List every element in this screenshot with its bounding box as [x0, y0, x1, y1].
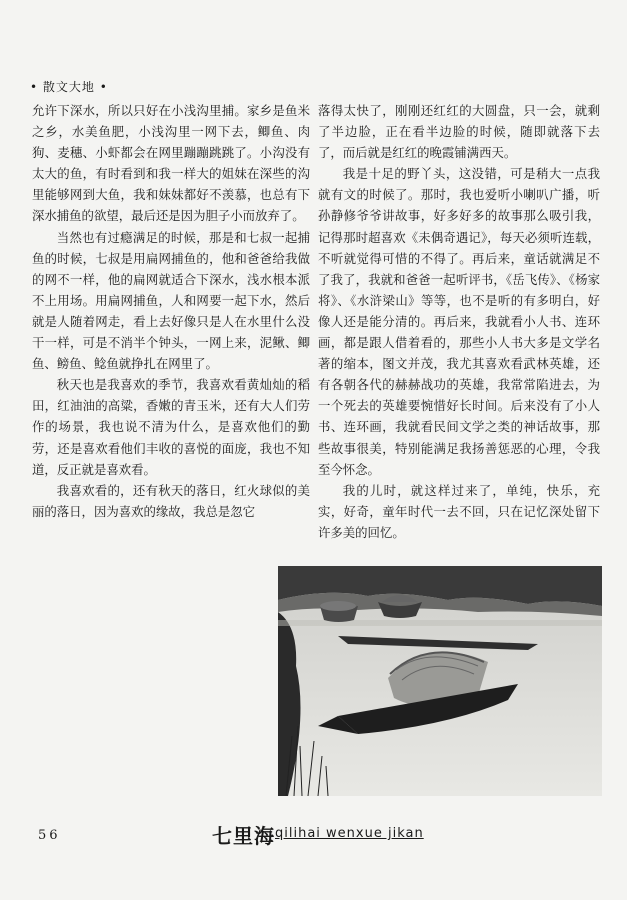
left-column	[32, 100, 310, 522]
paragraph: 落得太快了，刚刚还红红的大圆盘，只一会，就剩了半边脸，正在看半边脸的时候，随即就落下去了，而后就是红红的晚霞铺满西天。	[318, 103, 600, 161]
section-tag: • 散文大地 •	[30, 80, 108, 94]
paragraph: 我的儿时，就这样过来了，单纯，快乐，充实，好奇，童年时代一去不回，只在记忆深处留下许多美的回忆。	[318, 482, 600, 540]
boats-photo-image	[278, 566, 602, 796]
paragraph: 我喜欢看的，还有秋天的落日，红火球似的美丽的落日，因为喜欢的缘故，我总是忽它	[32, 482, 310, 519]
boats-photo	[278, 566, 602, 796]
paragraph: 我是十足的野丫头，这没错，可是稍大一点我就有文的时候了。那时，我也爱听小喇叭广播，听孙静修爷爷讲故事，好多好多的故事那么吸引我，记得那时超喜欢《未偶奇遇记》，每天必须听连载，不听就觉得可惜的不得了。再后来，童话就满足不了我了，我就和爸爸一起听评书，《岳飞传》、《杨家将》、《水浒梁山》等等，也不是听的有多明白，好像人还是能分清的。再后来，我就看小人书、连环画，都是跟人借着看的，那些小人书大多是文学名著的缩本，图文并茂，我尤其喜欢看武林英雄，还有各朝各代的赫赫战功的英雄，我常常陷进去，为一个死去的英雄要惋惜好长时间。后来没有了小人书、连环画，我就看民间文学之类的神话故事，那些故事很美，特别能满足我扬善惩恶的心理，令我至今怀念。	[318, 166, 600, 477]
right-column	[318, 100, 600, 543]
paragraph: 秋天也是我喜欢的季节，我喜欢看黄灿灿的稻田，红油油的高粱，香嫩的青玉米，还有大人们劳作的场景，我也说不清为什么，是喜欢他们的勤劳，还是喜欢看他们丰收的喜悦的面庞，我也不知道，反正就是喜欢看。	[32, 377, 310, 477]
page-number: 56	[38, 828, 61, 843]
paragraph: 当然也有过瘾满足的时候，那是和七叔一起捕鱼的时候，七叔是用扁网捕鱼的，他和爸爸给我做的网不一样，他的扁网就适合下深水，浅水根本派不上用场。用扁网捕鱼，人和网要一起下水，然后就是人随着网走，看上去好像只是人在水里什么没干一样，可是不消半个钟头，一网上来，泥鳅、鲫鱼、鳑鱼、鲶鱼就挣扎在网里了。	[32, 229, 310, 372]
paragraph: 允许下深水，所以只好在小浅沟里捕。家乡是鱼米之乡，水美鱼肥，小浅沟里一网下去，鲫鱼、肉狗、麦穗、小虾都会在网里蹦蹦跳跳了。小沟没有太大的鱼，有时看到和我一样大的姐妹在深些的沟里能够网到大鱼，我和妹妹都好不羡慕，也总有下深水捕鱼的欲望，最后还是因为胆子小而放弃了。	[32, 103, 310, 224]
magazine-brand: 七里海	[212, 824, 275, 848]
magazine-subtitle: qilihai wenxue jikan	[275, 826, 424, 841]
